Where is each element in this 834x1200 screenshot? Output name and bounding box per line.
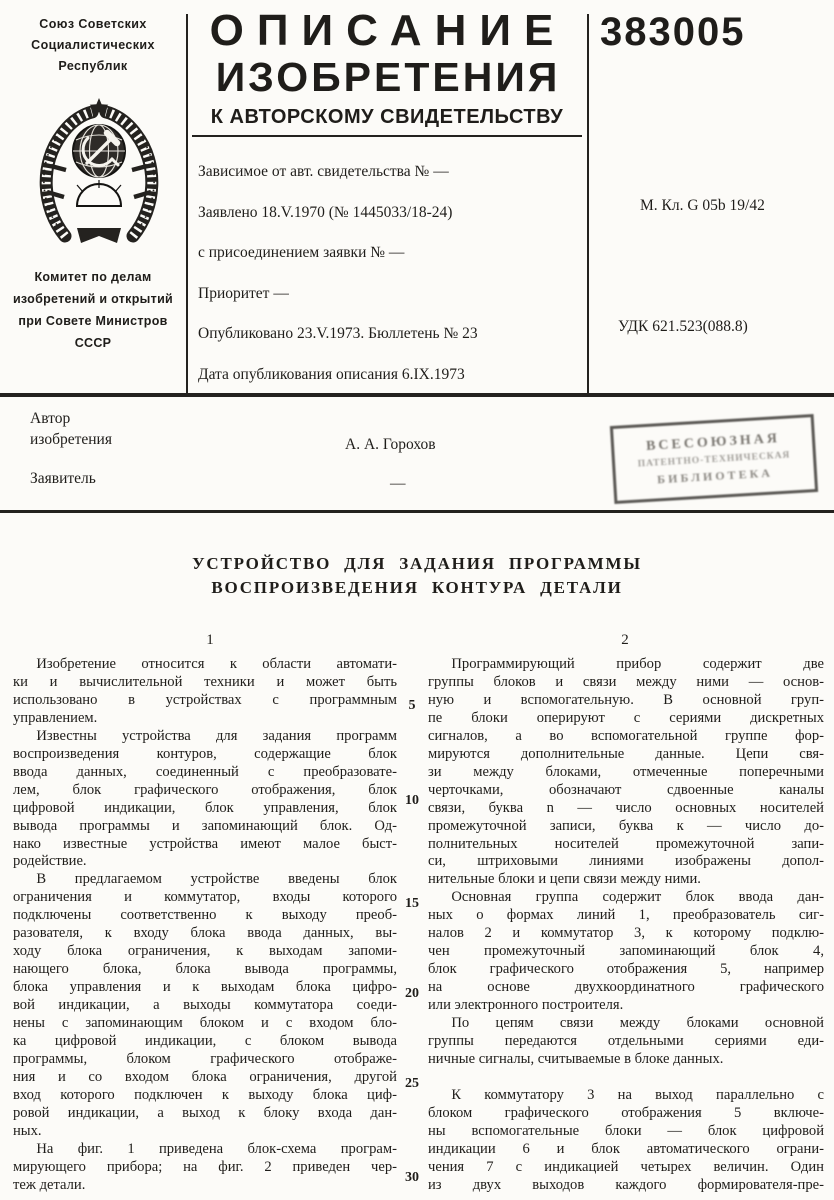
horizontal-rule-authors <box>0 510 834 513</box>
text-line: группы передаются отдельными сериями еди- <box>428 1033 824 1050</box>
text-line: Известны устройства для задания программ <box>36 727 397 744</box>
text-line: Основная группа содержит блок ввода дан- <box>451 889 824 906</box>
text-line: Опубликовано 23.V.1973. Бюллетень № 23 <box>198 325 478 342</box>
doc-title-izobreteniya: ИЗОБРЕТЕНИЯ <box>215 54 561 100</box>
author-name: А. А. Горохов <box>345 436 436 453</box>
invention-title-line1: УСТРОЙСТВО ДЛЯ ЗАДАНИЯ ПРОГРАММЫ <box>192 554 642 573</box>
text-line: Приоритет — <box>198 284 289 302</box>
text-line: Изобретение относится к области автомати- <box>36 656 397 672</box>
doc-subtitle-author-certificate: К АВТОРСКОМУ СВИДЕТЕЛЬСТВУ <box>192 106 582 137</box>
text-line: при Совете Министров <box>18 314 168 328</box>
text-line: пе блоки оперируют с сериями дискретных <box>428 709 824 726</box>
text-line: мируются дополнительные данные. Цепи свя- <box>428 745 824 762</box>
text-line: черточками, обозначают сдвоенные каналы <box>428 781 824 798</box>
stamp-line2: ПАТЕНТНО-ТЕХНИЧЕСКАЯ <box>637 449 791 470</box>
text-line: Программирующий прибор содержит две <box>451 656 824 672</box>
committee-name <box>0 266 186 354</box>
applicant-label: Заявитель <box>30 470 96 487</box>
bibliographic-data <box>198 152 582 395</box>
text-line: из двух выходов каждого формирователя-пре- <box>428 1176 824 1193</box>
text-line: 25 <box>405 1076 419 1091</box>
text-line: программы, блоком графического отображе- <box>13 1050 397 1067</box>
text-line: вой индикации, а выходы коммутатора соеди- <box>13 997 397 1014</box>
author-label-line1: Автор <box>30 410 71 427</box>
text-line: По цепям связи между блоками основной <box>451 1015 824 1032</box>
text-line: или электронного построителя. <box>428 997 624 1014</box>
text-line: Зависимое от авт. свидетельства № — <box>198 163 449 180</box>
text-line: управлением. <box>13 709 98 726</box>
text-line: цифровой индикации, блок управления, блок <box>13 799 397 816</box>
text-line: Дата опубликования описания 6.IX.1973 <box>198 365 465 383</box>
text-line: блок графического отображения 5, например <box>428 961 824 978</box>
text-line: ных о формах линий 1, преобразователь сиг- <box>428 907 824 924</box>
ussr-coat-of-arms-icon <box>28 96 170 246</box>
text-line: на основе двухкоординатного графического <box>428 979 824 996</box>
text-line: блока управления и к выходам блока цифро- <box>13 979 397 996</box>
text-line: сигналов, а во вспомогательной группе фор- <box>428 727 824 744</box>
column2-header: 2 <box>621 632 629 648</box>
publication-number: 383005 <box>600 10 746 54</box>
stamp-line3: БИБЛИОТЕКА <box>656 465 774 486</box>
text-line: ния и со входом блока ограничения, другой <box>13 1068 397 1085</box>
header-divider-right <box>587 14 589 393</box>
text-line: подключены соответственно к выходу преоб- <box>13 907 397 924</box>
text-line: СССР <box>74 336 112 350</box>
text-line: ки и вычислительной техники и может быть <box>13 673 397 690</box>
text-line: родействие. <box>13 853 87 870</box>
text-line: зи между блоками, отмеченные поперечными <box>428 763 824 780</box>
text-line: индикации 6 и блок автоматического ограни- <box>428 1140 824 1157</box>
text-line: Республик <box>58 59 128 73</box>
text-line: налов 2 и коммутатор 3, к которому подклю- <box>428 925 824 942</box>
text-line: нительные блоки и цепи связи между ними. <box>428 871 701 888</box>
text-line: 5 <box>408 698 416 713</box>
text-line: 15 <box>405 896 419 911</box>
text-line: 30 <box>405 1170 419 1185</box>
header-divider-left <box>186 14 188 393</box>
text-column-1 <box>13 656 397 1195</box>
author-label <box>30 408 112 450</box>
text-line: нены с запоминающим блоком и с входом бло- <box>13 1015 397 1032</box>
text-line: чен промежуточный запоминающий блок 4, <box>428 943 824 960</box>
text-line: ввода данных, соединенный с преобразовате- <box>13 763 397 780</box>
text-line: вход которого подключен к выходу блока циф- <box>13 1086 397 1103</box>
text-line: лем, блок графического отображения, блок <box>13 781 397 798</box>
text-line: Социалистических <box>31 38 155 52</box>
text-line: ходу блока ограничения, к выходам запоми- <box>13 943 397 960</box>
text-line: си, штриховыми линиями изображены допол- <box>428 853 824 870</box>
text-line: ограничения и коммутатор, входы которого <box>13 889 397 906</box>
invention-title-line2: ВОСПРОИЗВЕДЕНИЯ КОНТУРА ДЕТАЛИ <box>211 578 623 597</box>
text-line: ны вспомогательные блоки — блок цифровой <box>428 1122 824 1139</box>
invention-title <box>0 552 834 600</box>
column1-header: 1 <box>206 632 214 648</box>
text-line: чения 7 с индикацией четырех величин. Один <box>428 1158 824 1175</box>
text-line: Заявлено 18.V.1970 (№ 1445033/18-24) <box>198 203 453 221</box>
text-line: Комитет по делам <box>34 270 152 284</box>
doc-title-opisanie: ОПИСАНИЕ <box>209 6 567 55</box>
text-line: блоком графического отображения 5 включе- <box>428 1104 824 1121</box>
text-line: теж детали. <box>13 1176 86 1193</box>
classification-code: М. Кл. G 05b 19/42 <box>640 197 765 214</box>
text-line: ничные сигналы, считываемые в блоке данных. <box>428 1050 724 1067</box>
author-label-line2: изобретения <box>30 431 112 448</box>
text-line: На фиг. 1 приведена блок-схема програм- <box>36 1140 397 1157</box>
text-line: использовано в устройствах с программным <box>13 691 397 708</box>
text-line: с присоединением заявки № — <box>198 244 405 261</box>
text-line: ную и вспомогательную. В основной груп- <box>428 691 824 708</box>
text-line: ка цифровой индикации, с блоком вывода <box>13 1033 397 1050</box>
text-column-2 <box>428 656 824 1195</box>
udk-code: УДК 621.523(088.8) <box>618 318 748 335</box>
text-line: К коммутатору 3 на выход параллельно с <box>451 1086 824 1103</box>
text-line: Союз Советских <box>39 17 147 31</box>
text-line: мирующего прибора; на фиг. 2 приведен чер- <box>13 1158 397 1175</box>
stamp-line1: ВСЕСОЮЗНАЯ <box>645 430 781 454</box>
text-line: связи, буква n — число основных носителей <box>428 799 824 816</box>
union-name <box>0 14 186 77</box>
text-line: промежуточной записи, буква к — число до- <box>428 817 824 834</box>
text-line: вывода программы и запоминающий блок. Од- <box>13 817 397 834</box>
text-line: разователя, к входу блока ввода данных, вы- <box>13 925 397 942</box>
text-line: группы блоков и связи между ними — основ- <box>428 673 824 690</box>
text-line: В предлагаемом устройстве введены блок <box>36 871 397 888</box>
text-line: воспроизведения контуров, содержащие блок <box>13 745 397 762</box>
library-stamp <box>610 414 818 504</box>
text-line: ровой индикации, а выход к блоку входа дан- <box>13 1104 397 1121</box>
text-line: 20 <box>405 986 419 1001</box>
text-line: нако известные устройства имеют малое быст- <box>13 835 397 852</box>
text-line: нающего блока, блока вывода программы, <box>13 961 397 978</box>
text-line: 10 <box>405 793 419 808</box>
text-line: ных. <box>13 1122 42 1139</box>
applicant-value: — <box>390 475 406 492</box>
text-line: полнительных носителей промежуточной запи- <box>428 835 824 852</box>
text-line: изобретений и открытий <box>12 292 174 306</box>
